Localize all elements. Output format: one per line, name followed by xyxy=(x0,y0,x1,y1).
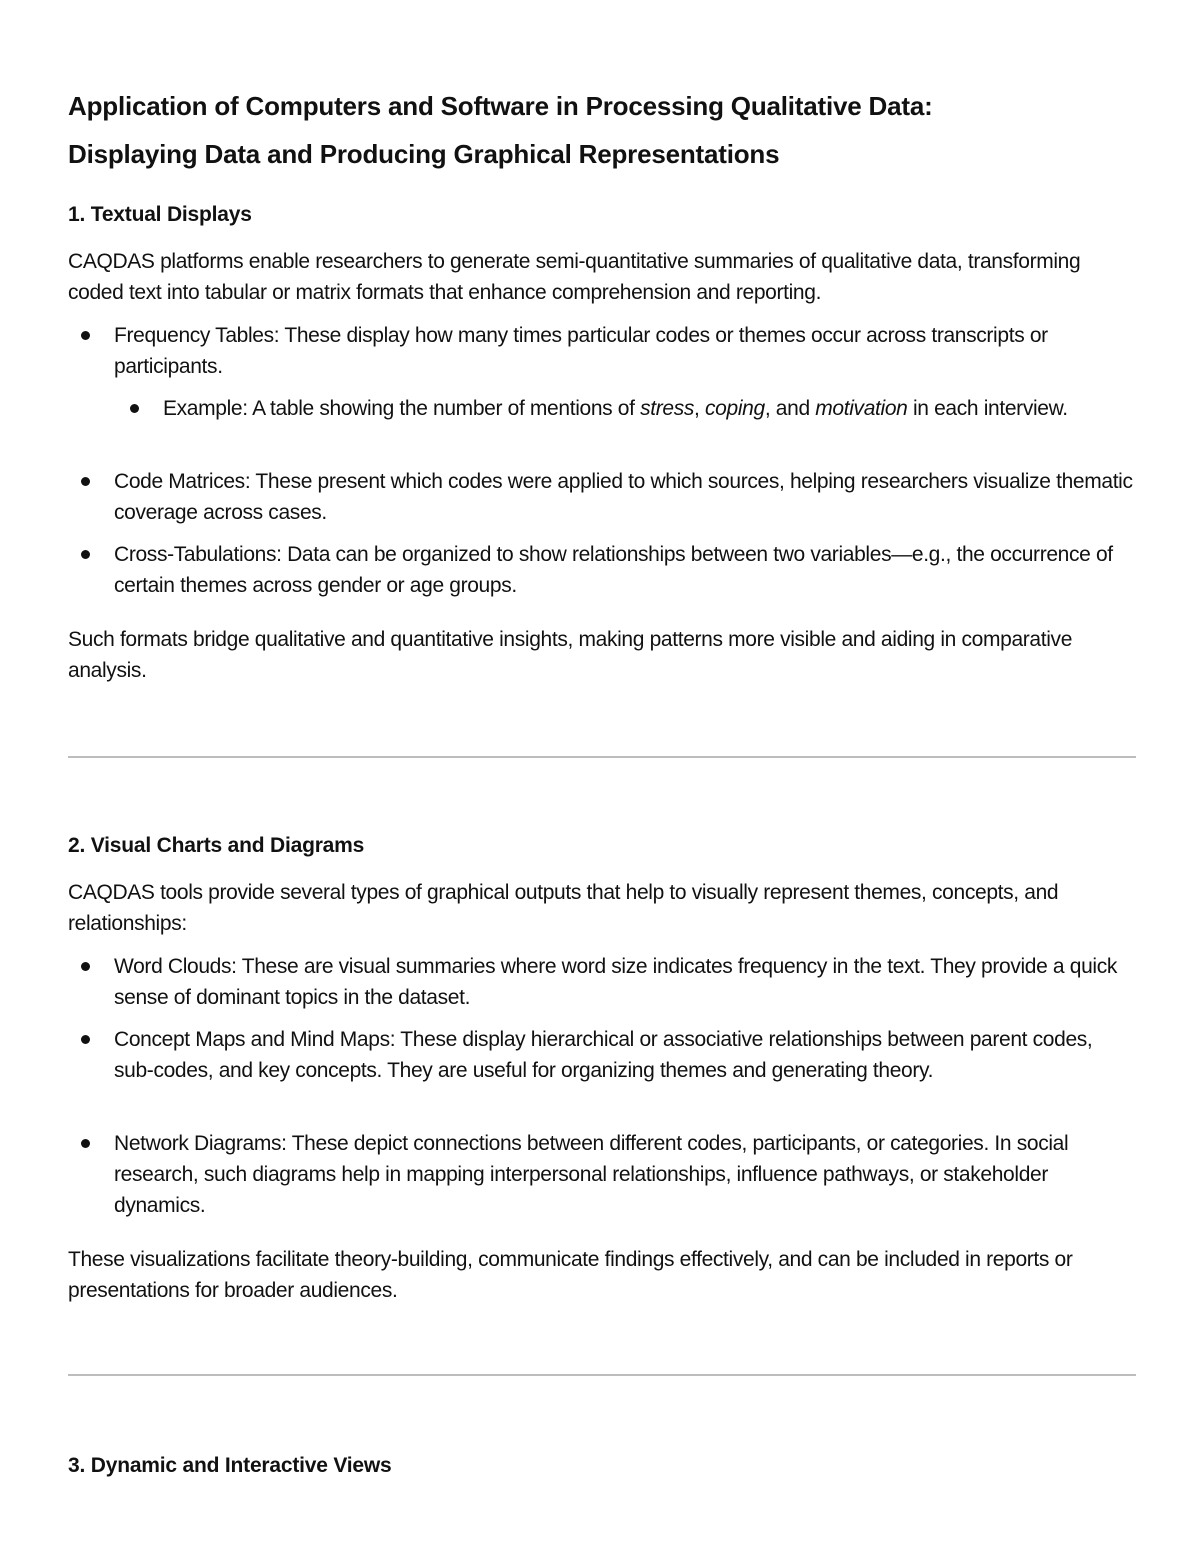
bullet-lead: Cross-Tabulations: xyxy=(114,543,282,566)
section-1-heading: 1. Textual Displays xyxy=(68,203,252,226)
term-coping: coping xyxy=(705,397,765,420)
sub-bullet-suffix: in each interview. xyxy=(907,397,1068,420)
sub-bullet-example xyxy=(163,393,1123,424)
term-stress: stress xyxy=(640,397,695,420)
separator: , and xyxy=(764,397,816,420)
bullet-dot xyxy=(81,550,90,559)
bullet-text: These depict connections between different codes, participants, or categories. In social research, such diagrams help in mapping interpersonal relationships, influence pathways, or stakeholder dynamics. xyxy=(114,1132,1069,1217)
bullet-text: These are visual summaries where word size indicates frequency in the text. They provide a quick sense of dominant topics in the dataset. xyxy=(114,955,1118,1009)
document-title xyxy=(68,82,1138,178)
bullet-dot xyxy=(81,1139,90,1148)
section-2-conclusion: These visualizations facilitate theory-building, communicate findings effectively, and can be included in reports or presentations for broader audiences. xyxy=(68,1248,1073,1302)
sub-bullet-prefix: Example: A table showing the number of mentions of xyxy=(163,397,641,420)
section-1-conclusion: Such formats bridge qualitative and quantitative insights, making patterns more visible and aiding in comparative analysis. xyxy=(68,628,1073,682)
bullet-lead: Word Clouds: xyxy=(114,955,237,978)
bullet-text: These display hierarchical or associative relationships between parent codes, sub-codes, and key concepts. They are useful for organizing themes and generating theory. xyxy=(114,1028,1093,1082)
bullet-lead: Frequency Tables: xyxy=(114,324,280,347)
document-title-line-1: Application of Computers and Software in Processing Qualitative Data: xyxy=(68,91,933,121)
bullet-lead: Network Diagrams: xyxy=(114,1132,287,1155)
bullet-code-matrices xyxy=(114,466,1134,528)
bullet-lead: Code Matrices: xyxy=(114,470,251,493)
bullet-dot xyxy=(81,477,90,486)
bullet-lead: Concept Maps and Mind Maps: xyxy=(114,1028,396,1051)
term-motivation: motivation xyxy=(815,397,908,420)
section-3-heading: 3. Dynamic and Interactive Views xyxy=(68,1454,392,1477)
bullet-text: These display how many times particular codes or themes occur across transcripts or participants. xyxy=(114,324,1048,378)
bullet-word-clouds xyxy=(114,951,1134,1013)
bullet-network-diagrams xyxy=(114,1128,1134,1221)
document-title-line-2: Displaying Data and Producing Graphical Representations xyxy=(68,139,780,169)
section-1-intro: CAQDAS platforms enable researchers to generate semi-quantitative summaries of qualitative data, transforming coded text into tabular or matrix formats that enhance comprehension and reporting. xyxy=(68,250,1081,304)
section-divider xyxy=(68,756,1136,758)
section-divider xyxy=(68,1374,1136,1376)
bullet-dot xyxy=(130,404,139,413)
bullet-dot xyxy=(81,962,90,971)
bullet-concept-maps xyxy=(114,1024,1134,1086)
separator: , xyxy=(694,397,706,420)
bullet-cross-tabulations xyxy=(114,539,1134,601)
bullet-frequency-tables xyxy=(114,320,1134,382)
bullet-dot xyxy=(81,1035,90,1044)
bullet-dot xyxy=(81,331,90,340)
section-2-intro: CAQDAS tools provide several types of graphical outputs that help to visually represent themes, concepts, and relationships: xyxy=(68,881,1059,935)
section-2-heading: 2. Visual Charts and Diagrams xyxy=(68,834,365,857)
bullet-text: These present which codes were applied to which sources, helping researchers visualize thematic coverage across cases. xyxy=(114,470,1133,524)
bullet-text: Data can be organized to show relationships between two variables—e.g., the occurrence of certain themes across gender or age groups. xyxy=(114,543,1113,597)
